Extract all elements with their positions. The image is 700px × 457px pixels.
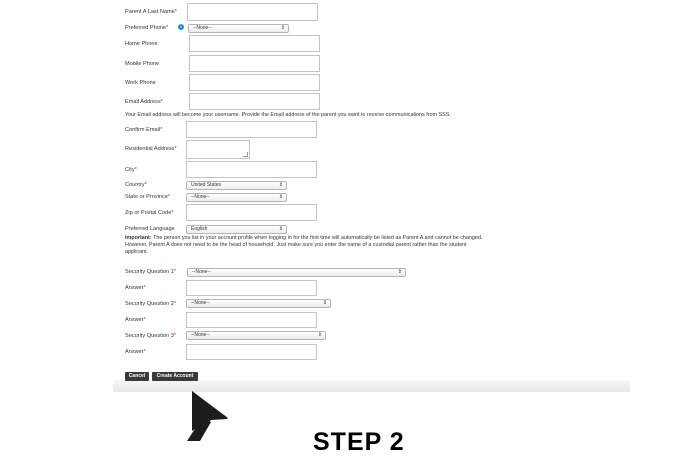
email-address-input[interactable] [189, 93, 320, 110]
select-arrows-icon: ⇕ [278, 194, 283, 200]
city-input[interactable] [186, 161, 317, 178]
zip-input[interactable] [186, 204, 317, 221]
city-label: City* [125, 167, 137, 173]
answer-1-label: Answer* [125, 285, 146, 291]
security-question-3-label: Security Question 3* [125, 333, 177, 339]
home-phone-label: Home Phone [125, 41, 158, 47]
security-question-1-label: Security Question 1* [125, 269, 177, 275]
mobile-phone-input[interactable] [189, 55, 320, 72]
pointer-arrow-icon [180, 386, 242, 441]
preferred-phone-select[interactable]: --None-- ⇕ [188, 24, 289, 33]
info-icon[interactable]: i [178, 24, 184, 30]
work-phone-label: Work Phone [125, 80, 156, 86]
preferred-phone-label: Preferred Phone* [125, 25, 169, 31]
email-address-label: Email Address* [125, 99, 163, 105]
security-question-3-select[interactable]: --None-- ⇕ [186, 331, 326, 340]
state-select[interactable]: --None-- ⇕ [186, 193, 287, 202]
step-caption: STEP 2 [313, 428, 405, 456]
select-arrows-icon: ⇕ [278, 182, 283, 188]
create-account-button[interactable]: Create Account [152, 372, 198, 381]
answer-3-label: Answer* [125, 349, 146, 355]
answer-2-label: Answer* [125, 317, 146, 323]
select-arrows-icon: ⇕ [317, 332, 322, 338]
mobile-phone-label: Mobile Phone [125, 61, 160, 67]
security-question-1-select[interactable]: --None-- ⇕ [187, 268, 406, 277]
country-label: Country* [125, 182, 147, 188]
work-phone-input[interactable] [189, 74, 320, 91]
resize-grip-icon[interactable] [243, 152, 248, 157]
select-arrows-icon: ⇕ [280, 25, 285, 31]
cancel-button[interactable]: Cancel [125, 372, 149, 381]
answer-3-input[interactable] [186, 344, 317, 360]
confirm-email-label: Confirm Email* [125, 127, 163, 133]
zip-label: Zip or Postal Code* [125, 210, 174, 216]
security-question-2-select[interactable]: --None-- ⇕ [186, 299, 331, 308]
answer-2-input[interactable] [186, 312, 317, 328]
important-note: Important: The person you list in your account profile when logging in for the first time will automatically be listed as Parent A and cannot be changed. However, Parent A does not need to be the head of household. Just make sure you enter the name of a custodial parent rather than the student applicant. [125, 235, 483, 255]
country-select[interactable]: United States ⇕ [186, 181, 287, 190]
preferred-language-label: Preferred Language [125, 226, 175, 232]
security-question-2-label: Security Question 2* [125, 301, 177, 307]
parent-a-last-name-input[interactable] [187, 3, 318, 21]
parent-a-last-name-label: Parent A Last Name* [125, 9, 177, 15]
select-arrows-icon: ⇕ [322, 300, 327, 306]
state-label: State or Province* [125, 194, 171, 200]
select-arrows-icon: ⇕ [278, 226, 283, 232]
preferred-language-select[interactable]: English ⇕ [186, 225, 287, 234]
email-note: Your Email address will become your username. Provide the Email address of the parent you want to receive communications from SSS. [125, 112, 451, 118]
home-phone-input[interactable] [189, 35, 320, 52]
confirm-email-input[interactable] [186, 121, 317, 138]
residential-address-textarea[interactable] [186, 140, 250, 159]
answer-1-input[interactable] [186, 280, 317, 296]
residential-address-label: Residential Address* [125, 146, 177, 152]
select-arrows-icon: ⇕ [397, 269, 402, 275]
